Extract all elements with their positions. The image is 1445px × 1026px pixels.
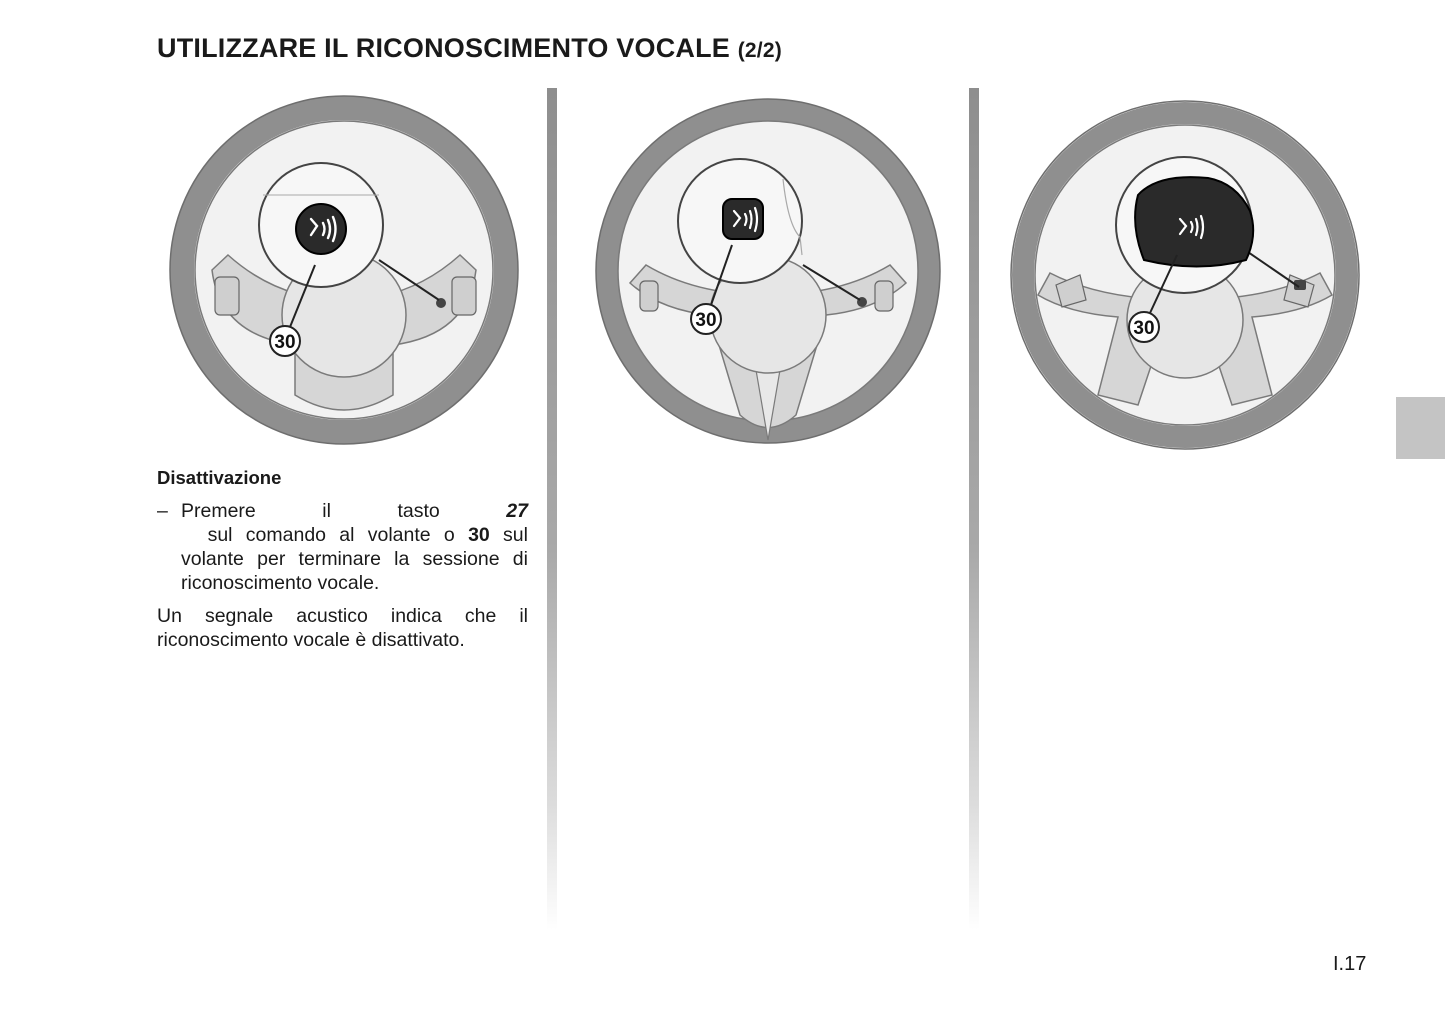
- column-divider-left: [547, 88, 557, 930]
- bullet-text-part-3: sul volante per terminare la sessione di riconoscimento vocale.: [181, 524, 528, 594]
- bullet-text-part-1: Premere il tasto: [181, 500, 507, 522]
- steering-wheel-figure-3: [1008, 95, 1368, 455]
- page-title: [157, 33, 782, 64]
- callout-number: 30: [695, 310, 717, 331]
- bullet-item: [157, 499, 528, 595]
- key-number-27: 27: [506, 500, 528, 522]
- page-number: I.17: [1333, 953, 1367, 975]
- callout-number: 30: [1133, 318, 1155, 339]
- bullet-text: [181, 499, 528, 595]
- key-number-30: 30: [468, 524, 490, 546]
- callout-number: 30: [274, 332, 296, 353]
- bullet-text-part-2: sul comando al volante o: [181, 524, 469, 546]
- info-paragraph: Un segnale acustico indica che il riconoscimento vocale è disattivato.: [157, 605, 528, 651]
- page-title-suffix: (2/2): [737, 39, 782, 62]
- column-divider-right: [969, 88, 979, 930]
- section-heading: Disattivazione: [157, 467, 282, 488]
- bullet-dash: –: [157, 500, 168, 522]
- steering-wheel-figure-2: [590, 95, 950, 455]
- steering-wheel-figure-1: [160, 95, 530, 450]
- page-title-text: UTILIZZARE IL RICONOSCIMENTO VOCALE: [157, 33, 731, 63]
- chapter-tab: [1396, 397, 1445, 459]
